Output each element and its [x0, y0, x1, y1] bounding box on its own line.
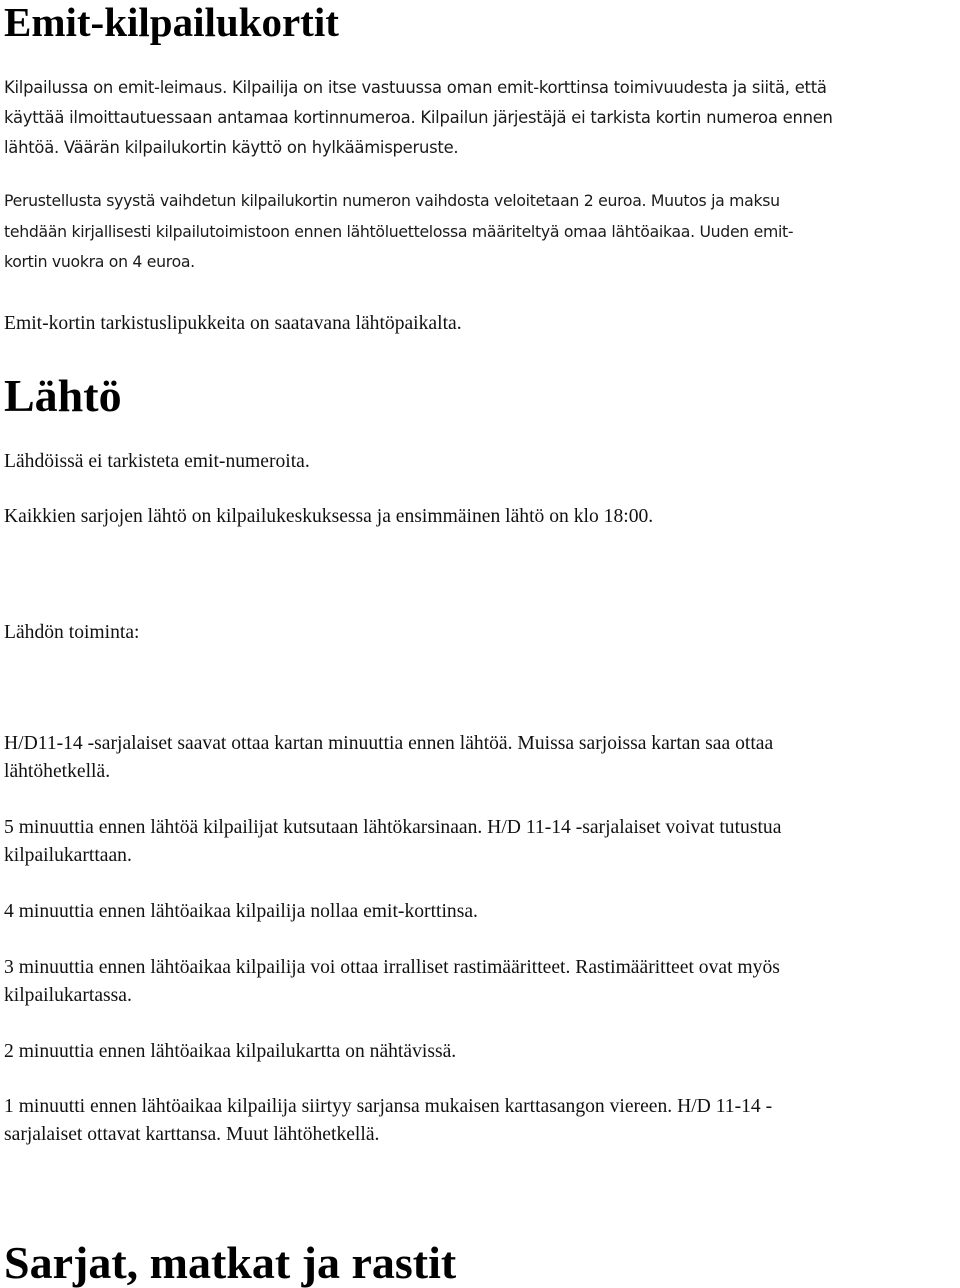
- text-line: kortin vuokra on 4 euroa.: [4, 252, 195, 271]
- text-line: lähtöhetkellä.: [4, 761, 111, 782]
- lahto-paragraph-numbers: Lähdöissä ei tarkisteta emit-numeroita.: [4, 451, 310, 472]
- text-line: Perustellusta syystä vaihdetun kilpailukortin numeron vaihdosta veloitetaan 2 euroa. Muutos ja maksu: [4, 191, 780, 210]
- heading-emit-kilpailukortit: Emit-kilpailukortit: [4, 0, 339, 45]
- text-line: tehdään kirjallisesti kilpailutoimistoon ennen lähtöluettelossa määriteltyä omaa lähtöaikaa. Uuden emit-: [4, 221, 794, 241]
- text-line: sarjalaiset ottavat karttansa. Muut lähtöhetkellä.: [4, 1124, 380, 1145]
- text-line: Kilpailussa on emit-leimaus. Kilpailija on itse vastuussa oman emit-korttinsa toimivuudesta ja siitä, että: [4, 78, 827, 97]
- start-step: [4, 730, 773, 786]
- start-step: [4, 814, 781, 870]
- text-line: 1 minuutti ennen lähtöaikaa kilpailija siirtyy sarjansa mukaisen karttasangon viereen. H/D 11-14 -: [4, 1096, 773, 1117]
- text-line: lähtöä. Väärän kilpailukortin käyttö on hylkäämisperuste.: [4, 138, 459, 157]
- text-line: käyttää ilmoittautuessaan antamaa kortinnumeroa. Kilpailun järjestäjä ei tarkista kortin numeroa ennen: [4, 108, 833, 127]
- text-line: 3 minuuttia ennen lähtöaikaa kilpailija voi ottaa irralliset rastimääritteet. Rastimääritteet ovat myös: [4, 957, 780, 978]
- start-step: [4, 898, 478, 926]
- lahto-paragraph-procedure-title: Lähdön toiminta:: [4, 622, 140, 643]
- text-line: 2 minuuttia ennen lähtöaikaa kilpailukartta on nähtävissä.: [4, 1041, 457, 1062]
- lahto-paragraph-location: Kaikkien sarjojen lähtö on kilpailukeskuksessa ja ensimmäinen lähtö on klo 18:00.: [4, 506, 654, 527]
- text-line: kilpailukartassa.: [4, 985, 132, 1006]
- emit-paragraph-slips: Emit-kortin tarkistuslipukkeita on saatavana lähtöpaikalta.: [4, 313, 462, 334]
- heading-sarjat-matkat-rastit: Sarjat, matkat ja rastit: [4, 1237, 457, 1288]
- text-line: 5 minuuttia ennen lähtöä kilpailijat kutsutaan lähtökarsinaan. H/D 11-14 -sarjalaiset voivat tutustua: [4, 817, 782, 838]
- heading-lahto: Lähtö: [4, 370, 122, 421]
- text-line: kilpailukarttaan.: [4, 845, 132, 866]
- text-line: H/D11-14 -sarjalaiset saavat ottaa kartan minuuttia ennen lähtöä. Muissa sarjoissa kartan saa ottaa: [4, 733, 774, 754]
- start-step: [4, 1093, 772, 1149]
- start-step: [4, 1038, 456, 1066]
- emit-paragraph-fees: [4, 186, 793, 278]
- text-line: 4 minuuttia ennen lähtöaikaa kilpailija nollaa emit-korttinsa.: [4, 901, 478, 922]
- start-step: [4, 954, 780, 1010]
- emit-paragraph-rules: [4, 73, 833, 163]
